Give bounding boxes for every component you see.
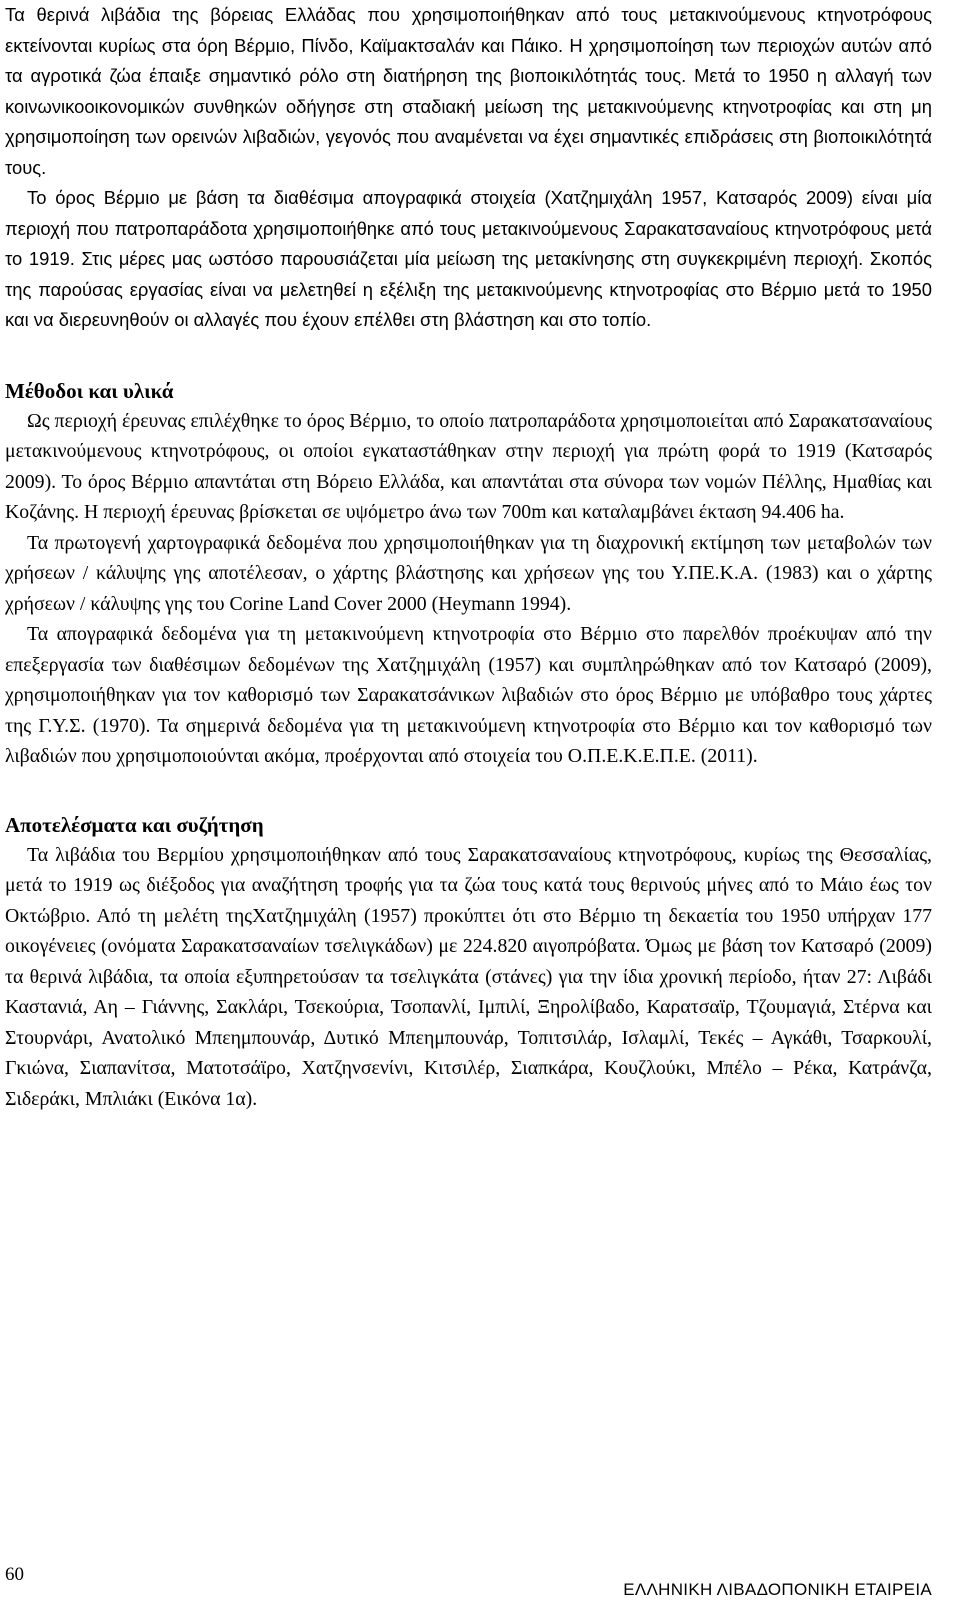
methods-paragraph-1: Ως περιοχή έρευνας επιλέχθηκε το όρος Βέρμιο, το οποίο πατροπαράδοτα χρησιμοποιείται από Σαρακατσαναίους μετακινούμενους κτηνοτρόφους, οι οποίοι εγκαταστάθηκαν στην περιοχή για πρώτη φορά το 1919 (Κατσαρός 2009). Το όρος Βέρμιο απαντάται στη Βόρειο Ελλάδα, και απαντάται στα σύνορα των νομών Πέλλης, Ημαθίας και Κοζάνης. Η περιοχή έρευνας βρίσκεται σε υψόμετρο άνω των 700m και καταλαμβάνει έκταση 94.406 ha.	[5, 409, 932, 523]
page-number: 60	[5, 1564, 24, 1585]
results-paragraph-1: Τα λιβάδια του Βερμίου χρησιμοποιήθηκαν από τους Σαρακατσαναίους κτηνοτρόφους, κυρίως της Θεσσαλίας, μετά το 1919 ως διέξοδος για αναζήτηση τροφής για τα ζώα τους κατά τους θερινούς μήνες από το Μάιο έως τον Οκτώβριο. Από τη μελέτη τηςΧατζημιχάλη (1957) προκύπτει ότι στο Βέρμιο τη δεκαετία του 1950 υπήρχαν 177 οικογένειες (ονόματα Σαρακατσαναίων τσελιγκάδων) με 224.820 αιγοπρόβατα. Όμως με βάση τον Κατσαρό (2009) τα θερινά λιβάδια, τα οποία εξυπηρετούσαν τα τσελιγκάτα (στάνες) για την ίδια χρονική περίοδο, ήταν 27: Λιβάδι Καστανιά, Αη – Γιάννης, Σακλάρι, Τσεκούρια, Τσοπανλί, Ιμπιλί, Ξηρολίβαδο, Καρατσαϊρ, Τζουμαγιά, Στέρνα και Στουρνάρι, Ανατολικό Μπεημπουνάρ, Δυτικό Μπεημπουνάρ, Τοπιτσιλάρ, Ισλαμλί, Τεκές – Αγκάθι, Τσαρκουλί, Γκιώνα, Σιαπανίτσα, Ματοτσάϊρο, Χατζηνσενίνι, Κιτσιλέρ, Σιαπκάρα, Κουζλούκι, Μπέλο – Ρέκα, Κατράνζα, Σιδεράκι, Μπλιάκι (Εικόνα 1α).	[5, 843, 932, 1110]
results-heading: Αποτελέσματα και συζήτηση	[5, 812, 264, 837]
intro-paragraph-1: Τα θερινά λιβάδια της βόρειας Ελλάδας που χρησιμοποιήθηκαν από τους μετακινούμενους κτηνοτρόφους εκτείνονται κυρίως στα όρη Βέρμιο, Πίνδο, Καϊμακτσαλάν και Πάικο. Η χρησιμοποίηση των περιοχών αυτών από τα αγροτικά ζώα έπαιξε σημαντικό ρόλο στη διατήρηση της βιοποικιλότητάς τους. Μετά το 1950 η αλλαγή των κοινωνικοοικονομικών συνθηκών οδήγησε στη σταδιακή μείωση της μετακινούμενης κτηνοτροφίας και στη μη χρησιμοποίηση των ορεινών λιβαδιών, γεγονός που αναμένεται να έχει σημαντικές επιδράσεις στη βιοποικιλότητά τους.	[5, 4, 932, 178]
footer-society-name: ΕΛΛΗΝΙΚΗ ΛΙΒΑΔΟΠΟΝΙΚΗ ΕΤΑΙΡΕΙΑ	[623, 1580, 932, 1599]
methods-heading: Μέθοδοι και υλικά	[5, 378, 174, 403]
intro-paragraph-2: Το όρος Βέρμιο με βάση τα διαθέσιμα απογραφικά στοιχεία (Χατζημιχάλη 1957, Κατσαρός 2009) είναι μία περιοχή που πατροπαράδοτα χρησιμοποιήθηκε από τους μετακινούμενους Σαρακατσαναίους κτηνοτρόφους μετά το 1919. Στις μέρες μας ωστόσο παρουσιάζεται μία μείωση της μετακίνησης στη συγκεκριμένη περιοχή. Σκοπός της παρούσας εργασίας είναι να μελετηθεί η εξέλιξη της μετακινούμενης κτηνοτροφίας στο Βέρμιο μετά το 1950 και να διερευνηθούν οι αλλαγές που έχουν επέλθει στη βλάστηση και στο τοπίο.	[5, 187, 932, 330]
page-content	[5, 0, 932, 1114]
methods-paragraph-3: Τα απογραφικά δεδομένα για τη μετακινούμενη κτηνοτροφία στο Βέρμιο στο παρελθόν προέκυψαν από την επεξεργασία των διαθέσιμων δεδομένων της Χατζημιχάλη (1957) και συμπληρώθηκαν από τον Κατσαρό (2009), χρησιμοποιήθηκαν για τον καθορισμό των Σαρακατσάνικων λιβαδιών στο όρος Βέρμιο με υπόβαθρο τους χάρτες της Γ.Υ.Σ. (1970). Τα σημερινά δεδομένα για τη μετακινούμενη κτηνοτροφία στο Βέρμιο και τον καθορισμό των λιβαδιών που χρησιμοποιούνται ακόμα, προέρχονται από στοιχεία του Ο.Π.Ε.Κ.Ε.Π.Ε. (2011).	[5, 623, 932, 767]
methods-paragraph-2: Τα πρωτογενή χαρτογραφικά δεδομένα που χρησιμοποιήθηκαν για τη διαχρονική εκτίμηση των μεταβολών των χρήσεων / κάλυψης γης αποτέλεσαν, ο χάρτης βλάστησης και χρήσεων γης του Υ.ΠΕ.Κ.Α. (1983) και ο χάρτης χρήσεων / κάλυψης γης του Corine Land Cover 2000 (Heymann 1994).	[5, 531, 932, 615]
